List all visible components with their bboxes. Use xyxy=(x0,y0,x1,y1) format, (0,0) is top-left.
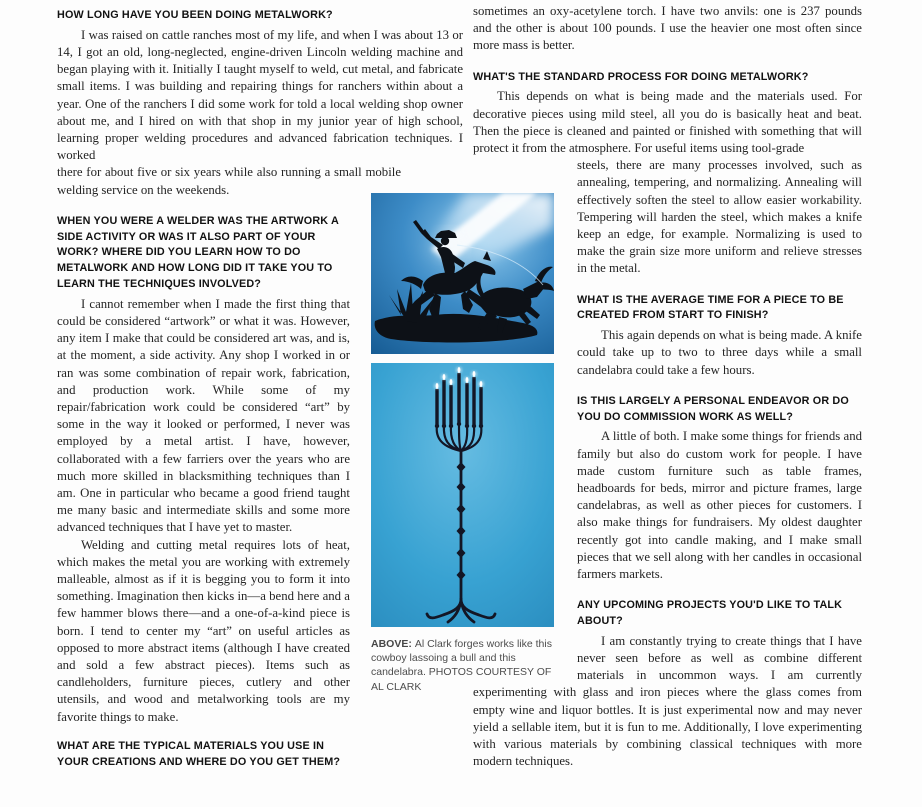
answer-q4-paragraph: This depends on what is being made and the materials used. For decorative pieces using mild steel, all you do is basically heat and beat. Then the piece is cleaned and painted or finished with something that will protect it from the atmosphere. For useful items using tool-grade xyxy=(473,89,862,156)
figure-caption xyxy=(371,637,552,694)
answer-q4-text: steels, there are many processes involved, such as annealing, tempering, and normalizing. Annealing will effectively soften the steel to allow easier workability. Tempering will harden the steel, which makes a knife keep an edge, for example. Normalizing is used to make the grain size more uniform and relieve stresses in the metal. xyxy=(577,158,862,276)
cowboy-lasso-illustration xyxy=(371,193,554,354)
answer-q2-paragraph-1: I cannot remember when I made the first thing that could be considered “artwork” or what it was. However, any item I make that could be considered art was, and is, at the moment, a side activity. Any shop I worked in or ran was some combination of repair work, fabrication, and production work. While some of my repair/fabrication work could be considered “art” by some in the way it looked or performed, I never was employed by a metal artist. I have, however, collaborated with a few farriers over the years who are much more skilled in blacksmithing techniques than I am. One in particular who became a good friend taught me many basic and intermediate skills and some more advanced techniques that I have yet to master. xyxy=(57,296,350,535)
figure-photo-cowboy xyxy=(371,193,554,354)
answer-q5-paragraph: This again depends on what is being made. A knife could take up to two to three days while a small candelabra could take a few hours. xyxy=(577,328,862,377)
candelabra-illustration xyxy=(371,363,554,627)
question-heading-q1: HOW LONG HAVE YOU BEEN DOING METALWORK? xyxy=(57,9,333,21)
caption-text: Al Clark forges works like this cowboy lassoing a bull and this candelabra. PHOTOS COURTESY OF AL CLARK xyxy=(371,638,552,693)
answer-q2-paragraph-2: Welding and cutting metal requires lots of heat, which makes the metal you are working with extremely malleable, almost as if it is begging you to form it into something. Imagination then kicks in—a bend here and a few hammer blows there—and a one-of-a-kind piece is born. I tend to center my “art” on useful articles as opposed to more abstract items (although I have created and sold a few abstract pieces). Items such as candleholders, furniture pieces, cutlery and other utensils, and wood and metalworking tools are my favorite things to make. xyxy=(57,537,350,724)
question-heading-q3: WHAT ARE THE TYPICAL MATERIALS YOU USE IN YOUR CREATIONS AND WHERE DO YOU GET THEM? xyxy=(57,739,341,768)
question-heading-q6: IS THIS LARGELY A PERSONAL ENDEAVOR OR DO YOU DO COMMISSION WORK AS WELL? xyxy=(577,394,849,423)
question-heading-q5: WHAT IS THE AVERAGE TIME FOR A PIECE TO BE CREATED FROM START TO FINISH? xyxy=(577,293,844,322)
caption-label: ABOVE: xyxy=(371,638,412,650)
answer-q1-text: there for about five or six years while also running a small mobile welding service on the weekends. xyxy=(57,165,401,197)
question-heading-q7: ANY UPCOMING PROJECTS YOU'D LIKE TO TALK ABOUT? xyxy=(577,599,843,628)
figure-block xyxy=(371,193,554,694)
answer-q7-paragraph: I am constantly trying to create things that I have never seen before as well as combine different materials in uncommon ways. I am currently experimenting with glass and iron pieces where the glass comes from empty wine and liquor bottles. It is just experimental now and may never yield a sellable item, but it is fun to me. Additionally, I love experimenting with various materials by combining classical techniques with more modern techniques. xyxy=(473,633,862,769)
question-heading-q4: WHAT'S THE STANDARD PROCESS FOR DOING METALWORK? xyxy=(473,70,809,83)
answer-q1-paragraph: I was raised on cattle ranches most of my life, and when I was about 13 or 14, I got an old, long-neglected, engine-driven Lincoln welding machine and began playing with it. Initially I taught myself to weld, cut metal, and fabricate small items. I was building and repairing things for ranchers within about a year. One of the ranchers I did some work for told a local welding shop owner about me, and I hired on with that shop in my junior year of high school, learning proper welding procedures and advanced fabrication techniques. I worked xyxy=(57,27,463,163)
question-heading-text: WHEN YOU WERE A WELDER WAS THE ARTWORK A SIDE ACTIVITY OR WAS IT ALSO PART OF YOUR WORK? WHERE DID YOU LEARN HOW TO DO METALWORK AND HOW LONG DID IT TAKE YOU TO LEARN THE TECHNIQUES INVOLVED? xyxy=(57,214,339,291)
figure-photo-candelabra xyxy=(371,363,554,627)
answer-q6-paragraph: A little of both. I make some things for friends and family but also do custom work for people. I have made custom furniture such as table frames, headboards for beds, mirror and picture frames, large candelabras, as well as other pieces for customers. I also make things for fundraisers. My oldest daughter recently got into candle making, and I make small pieces that we sell along with her candles in occasional farmers markets. xyxy=(577,429,862,582)
continued-answer-paragraph: sometimes an oxy-acetylene torch. I have two anvils: one is 237 pounds and the other is about 100 pounds. I use the heavier one most often since more mass is better. xyxy=(473,4,862,53)
